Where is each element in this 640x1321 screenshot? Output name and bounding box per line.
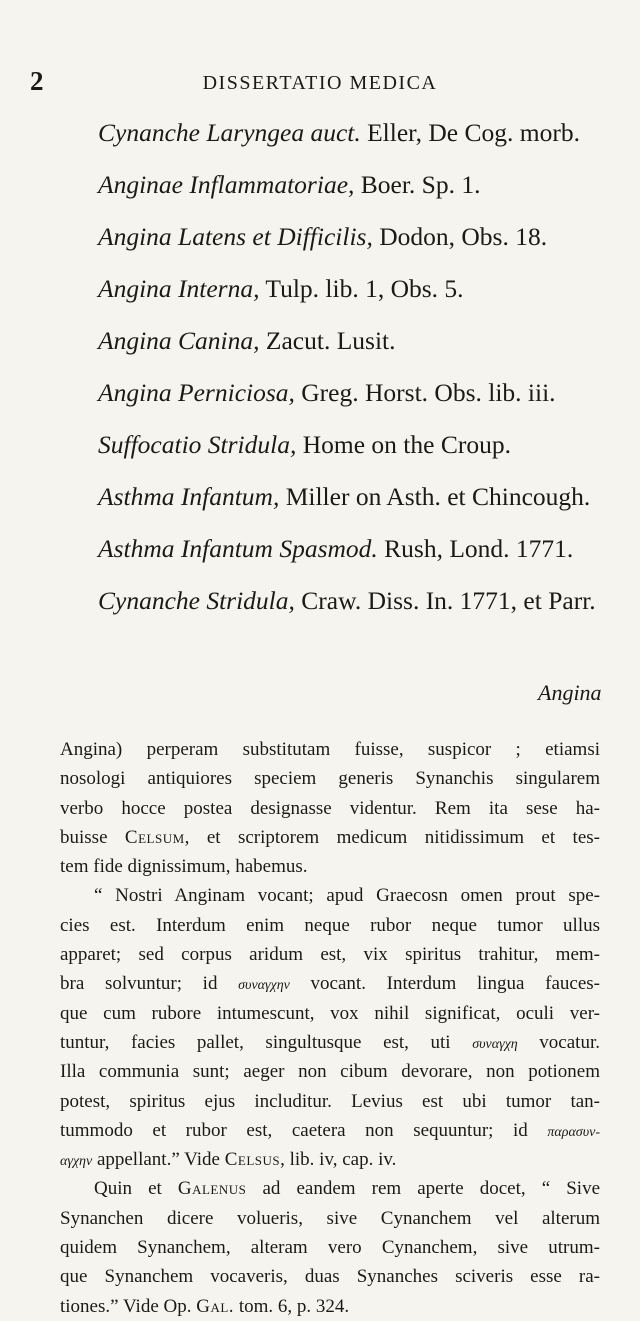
text-line: Quin et Galenus ad eandem rem aperte docet, “ Sive xyxy=(94,1178,600,1200)
text-line: nosologi antiquiores speciem generis Synanchis singularem xyxy=(60,768,600,790)
text-line: apparet; sed corpus aridum est, vix spiritus trahitur, mem- xyxy=(60,944,600,966)
text-line: que cum rubore intumescunt, vox nihil significat, oculi ver- xyxy=(60,1002,600,1024)
greek-word: συναγχη xyxy=(472,1036,518,1052)
greek-word: παρασυν- xyxy=(547,1124,600,1140)
text-line: tiones.” Vide Op. Gal. tom. 6, p. 324. xyxy=(60,1295,350,1317)
text-line: tuntur, facies pallet, singultusque est, uti συναγχη vocatur. xyxy=(60,1031,600,1053)
text-line: que Synanchem vocaveris, duas Synanches sciveris esse ra- xyxy=(60,1266,600,1288)
greek-word: συναγχην xyxy=(238,978,290,994)
synonym-entry: Cynanche Stridula, Craw. Diss. In. 1771, et Parr. xyxy=(98,586,596,615)
text-line: Synanchen dicere volueris, sive Cynanchem vel alterum xyxy=(60,1207,600,1229)
synonym-entry: Asthma Infantum Spasmod. Rush, Lond. 1771. xyxy=(98,534,574,563)
text-line: buisse Celsum, et scriptorem medicum nitidissimum et tes- xyxy=(60,826,600,848)
text-line: bra solvuntur; id συναγχην vocant. Interdum lingua fauces- xyxy=(60,973,600,995)
synonym-entry: Angina Canina, Zacut. Lusit. xyxy=(98,326,396,355)
synonym-entry: Suffocatio Stridula, Home on the Croup. xyxy=(98,430,511,459)
author-name: Galenus xyxy=(177,1178,247,1200)
text-line: tem fide dignissimum, habemus. xyxy=(60,856,308,878)
greek-word: αγχην xyxy=(60,1154,93,1170)
synonym-entry: Angina Latens et Difficilis, Dodon, Obs. 18. xyxy=(98,222,548,251)
page-header xyxy=(0,66,640,106)
catchword: Angina xyxy=(538,680,602,705)
text-line: cies est. Interdum enim neque rubor neque tumor ullus xyxy=(60,914,600,936)
author-name: Celsus xyxy=(224,1149,281,1171)
author-name: Gal. xyxy=(196,1295,235,1317)
author-name: Celsum xyxy=(124,826,185,848)
body-text xyxy=(60,735,600,1321)
synonym-entry: Anginae Inflammatoriae, Boer. Sp. 1. xyxy=(98,170,481,199)
text-line: “ Nostri Anginam vocant; apud Graecosn omen prout spe- xyxy=(94,885,600,907)
text-line: Illa communia sunt; aeger non cibum devorare, non potionem xyxy=(60,1061,600,1083)
text-line: potest, spiritus ejus includitur. Levius est ubi tumor tan- xyxy=(60,1090,600,1112)
page-number: 2 xyxy=(30,66,44,96)
text-line: tummodo et rubor est, caetera non sequuntur; id παρασυν- xyxy=(60,1119,600,1141)
synonym-entry: Angina Perniciosa, Greg. Horst. Obs. lib. iii. xyxy=(98,378,556,407)
synonym-entry: Asthma Infantum, Miller on Asth. et Chincough. xyxy=(98,482,591,511)
running-title: DISSERTATIO MEDICA xyxy=(202,72,438,94)
text-line: quidem Synanchem, alteram vero Cynanchem, sive utrum- xyxy=(60,1237,600,1259)
synonym-entry: Cynanche Laryngea auct. Eller, De Cog. morb. xyxy=(98,118,580,147)
text-line: αγχην appellant.” Vide Celsus, lib. iv, cap. iv. xyxy=(60,1149,397,1171)
text-line: verbo hocce postea designasse videntur. Rem ita sese ha- xyxy=(60,797,600,819)
text-line: Angina) perperam substitutam fuisse, suspicor ; etiamsi xyxy=(60,739,600,760)
synonym-entry: Angina Interna, Tulp. lib. 1, Obs. 5. xyxy=(98,274,464,303)
